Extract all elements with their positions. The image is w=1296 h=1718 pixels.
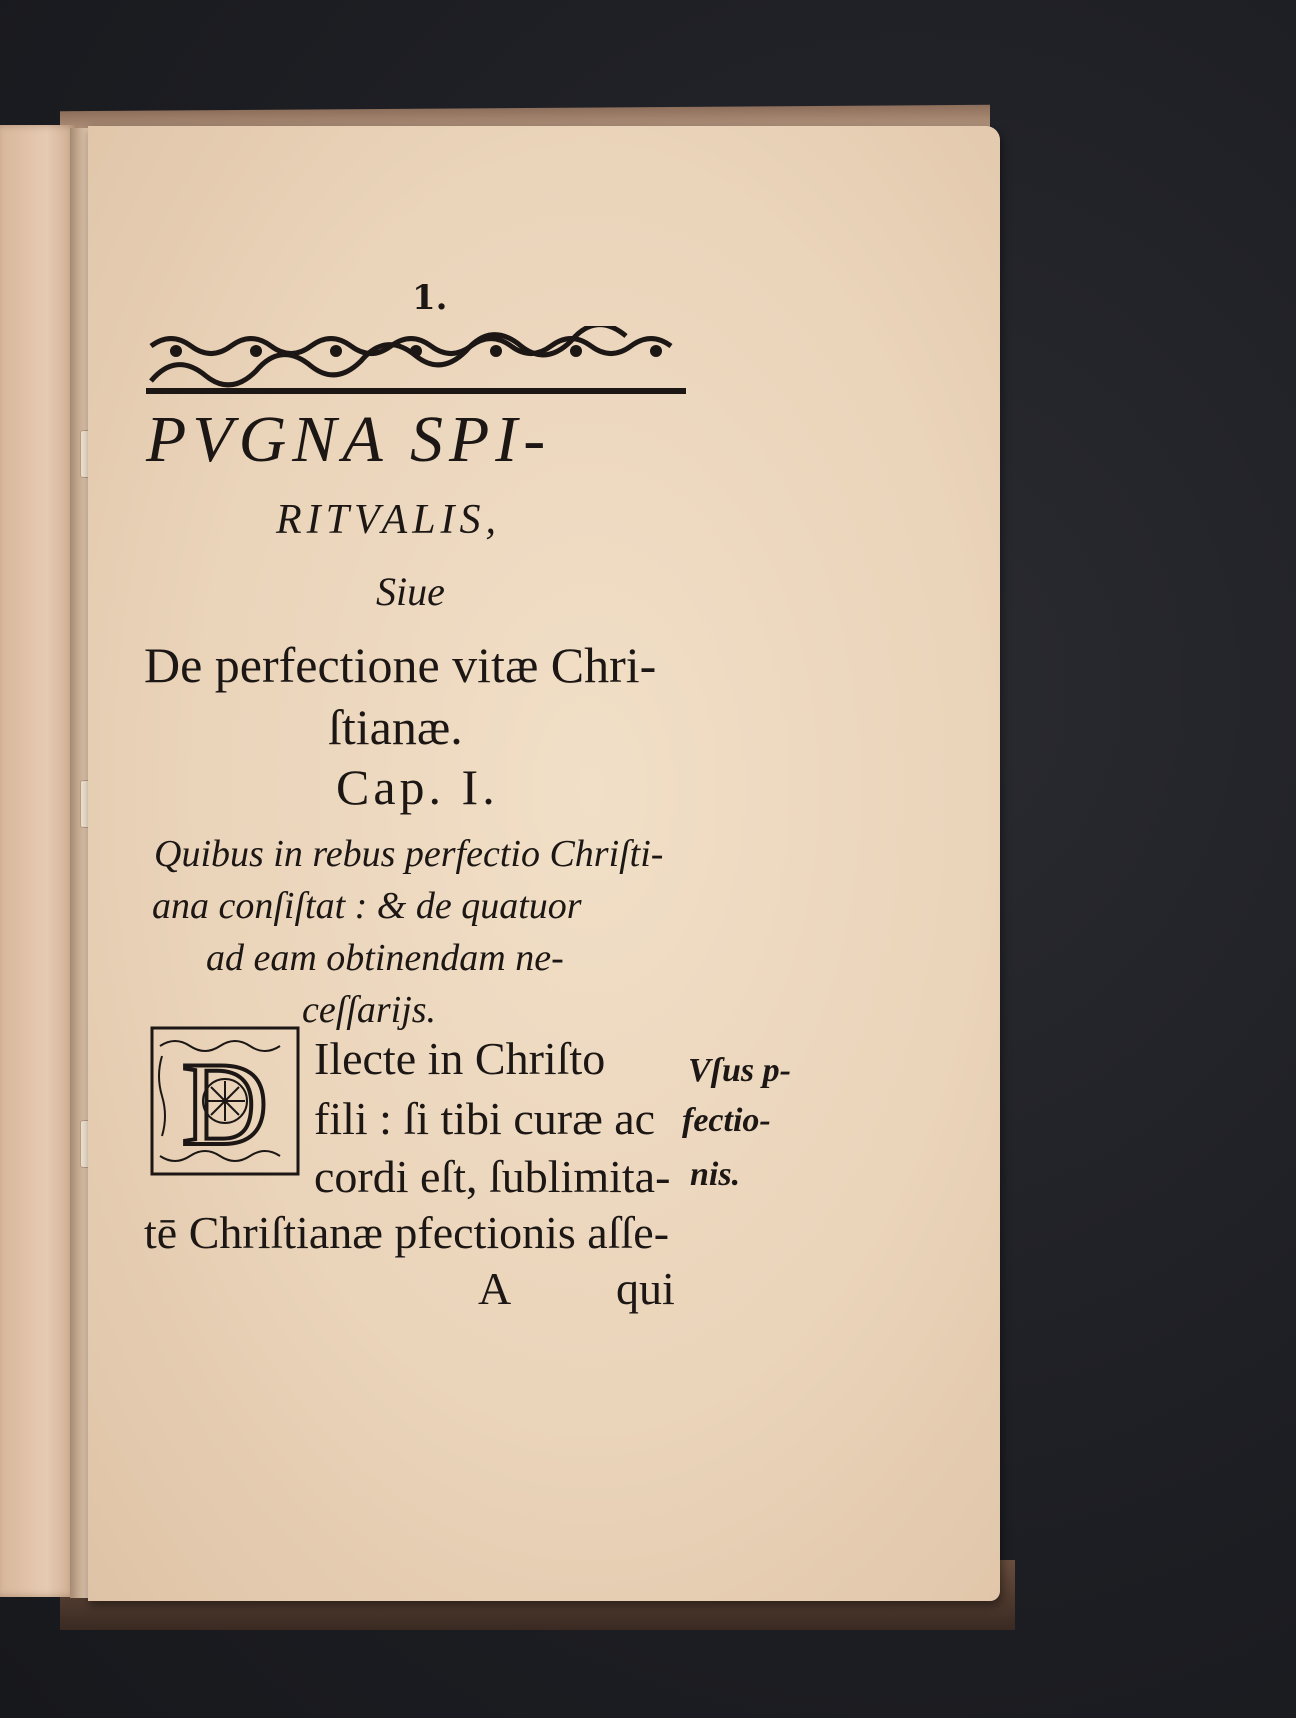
- chapter-argument-line: Quibus in rebus perfectio Chriſti-: [154, 833, 664, 875]
- book-page: [88, 126, 1000, 1601]
- signature-mark: A: [478, 1263, 512, 1314]
- ornamental-headpiece: [146, 326, 686, 396]
- left-page-sliver: [0, 125, 78, 1597]
- body-line: cordi eſt, ſublimita-: [314, 1151, 671, 1202]
- subtitle-line-2: ſtianæ.: [328, 699, 463, 755]
- title-conjunction: Siue: [376, 569, 445, 614]
- body-line: Ilecte in Chriſto: [314, 1033, 606, 1084]
- body-line: tē Chriſtianæ pfectionis aſſe-: [144, 1207, 670, 1258]
- margin-note-line: Vſus p-: [688, 1052, 791, 1089]
- title-line-1: PVGNA SPI-: [146, 403, 552, 476]
- chapter-argument-line: ad eam obtinendam ne-: [206, 937, 564, 979]
- drop-cap-letter: D: [181, 1037, 269, 1170]
- catchword: qui: [616, 1263, 675, 1314]
- chapter-argument-line: ana conſiſtat : & de quatuor: [152, 885, 582, 927]
- title-line-2: RITVALIS,: [276, 497, 502, 543]
- body-line: fili : ſi tibi curæ ac: [314, 1093, 656, 1144]
- margin-note-line: nis.: [690, 1156, 741, 1193]
- chapter-argument-line: ceſſarijs.: [302, 989, 437, 1031]
- decorated-initial: [150, 1026, 300, 1176]
- chapter-heading: Cap. I.: [336, 759, 499, 815]
- subtitle-line-1: De perfectione vitæ Chri-: [144, 637, 657, 693]
- margin-note-line: fectio-: [682, 1102, 771, 1139]
- page-number: 1.: [412, 278, 448, 318]
